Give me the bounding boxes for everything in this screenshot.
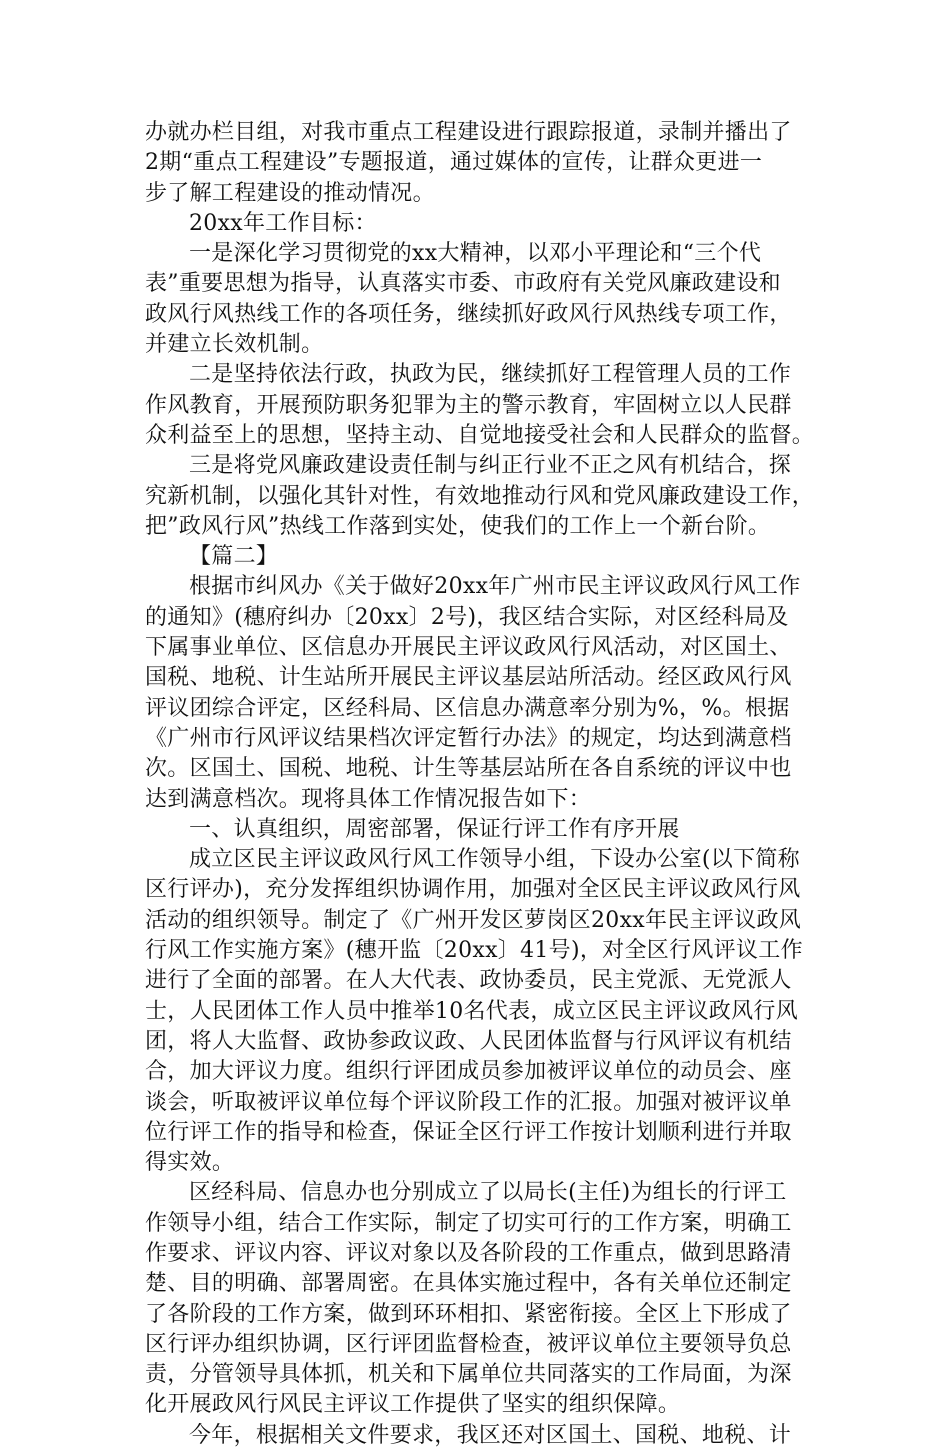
- text-line: 今年，根据相关文件要求，我区还对区国土、国税、地税、计: [189, 1422, 792, 1448]
- text-line: 达到满意档次。现将具体工作情况报告如下：: [145, 786, 592, 812]
- text-line: 得实效。: [145, 1150, 235, 1176]
- text-line: 步了解工程建设的推动情况。: [145, 180, 435, 206]
- text-line: 政风行风热线工作的各项任务，继续抓好政风行风热线专项工作，: [145, 301, 792, 327]
- text-line: 化开展政风行风民主评议工作提供了坚实的组织保障。: [145, 1392, 681, 1418]
- text-line: 并建立长效机制。: [145, 332, 324, 358]
- text-line: 究新机制，以强化其针对性，有效地推动行风和党风廉政建设工作，: [145, 483, 815, 509]
- text-line: 20xx年工作目标：: [189, 210, 377, 236]
- text-line: 作要求、评议内容、评议对象以及各阶段的工作重点，做到思路清: [145, 1240, 792, 1266]
- text-line: 把”政风行风”热线工作落到实处，使我们的工作上一个新台阶。: [145, 513, 771, 539]
- text-line: 活动的组织领导。制定了《广州开发区萝岗区20xx年民主评议政风: [145, 907, 802, 933]
- text-line: 区行评办)，充分发挥组织协调作用，加强对全区民主评议政风行风: [145, 877, 801, 903]
- text-line: 表”重要思想为指导，认真落实市委、市政府有关党风廉政建设和: [145, 271, 781, 297]
- text-line: 一是深化学习贯彻党的xx大精神，以邓小平理论和“三个代: [189, 241, 762, 267]
- text-line: 楚、目的明确、部署周密。在具体实施过程中，各有关单位还制定: [145, 1271, 792, 1297]
- text-line: 了各阶段的工作方案，做到环环相扣、紧密衔接。全区上下形成了: [145, 1301, 792, 1327]
- text-line: 行风工作实施方案》(穗开监〔20xx〕41号)，对全区行风评议工作: [145, 938, 803, 964]
- text-line: 士，人民团体工作人员中推举10名代表，成立区民主评议政风行风: [145, 998, 798, 1024]
- text-line: 责，分管领导具体抓，机关和下属单位共同落实的工作局面，为深: [145, 1362, 792, 1388]
- text-line: 团，将人大监督、政协参政议政、人民团体监督与行风评议有机结: [145, 1028, 792, 1054]
- text-line: 作风教育，开展预防职务犯罪为主的警示教育，牢固树立以人民群: [145, 392, 792, 418]
- text-line: 谈会，听取被评议单位每个评议阶段工作的汇报。加强对被评议单: [145, 1089, 792, 1115]
- text-line: 区行评办组织协调，区行评团监督检查，被评议单位主要领导负总: [145, 1331, 792, 1357]
- text-line: 《广州市行风评议结果档次评定暂行办法》的规定，均达到满意档: [145, 725, 792, 751]
- text-line: 次。区国土、国税、地税、计生等基层站所在各自系统的评议中也: [145, 756, 792, 782]
- text-line: 国税、地税、计生站所开展民主评议基层站所活动。经区政风行风: [145, 665, 792, 691]
- text-line: 众利益至上的思想，坚持主动、自觉地接受社会和人民群众的监督。: [145, 422, 815, 448]
- text-line: 评议团综合评定，区经科局、区信息办满意率分别为%，%。根据: [145, 695, 790, 721]
- text-line: 三是将党风廉政建设责任制与纠正行业不正之风有机结合，探: [189, 453, 792, 479]
- document-body: [145, 118, 815, 1451]
- text-line: 根据市纠风办《关于做好20xx年广州市民主评议政风行风工作: [189, 574, 801, 600]
- text-line: 2期“重点工程建设”专题报道，通过媒体的宣传，让群众更进一: [145, 150, 763, 176]
- text-line: 作领导小组，结合工作实际，制定了切实可行的工作方案，明确工: [145, 1210, 792, 1236]
- text-line: 下属事业单位、区信息办开展民主评议政风行风活动，对区国土、: [145, 635, 792, 661]
- text-line: 成立区民主评议政风行风工作领导小组，下设办公室(以下简称: [189, 847, 800, 873]
- text-line: 一、认真组织，周密部署，保证行评工作有序开展: [189, 816, 680, 842]
- text-line: 二是坚持依法行政，执政为民，继续抓好工程管理人员的工作: [189, 362, 792, 388]
- text-line: 办就办栏目组，对我市重点工程建设进行跟踪报道，录制并播出了: [145, 120, 792, 145]
- text-line: 区经科局、信息办也分别成立了以局长(主任)为组长的行评工: [189, 1180, 787, 1206]
- text-line: 进行了全面的部署。在人大代表、政协委员，民主党派、无党派人: [145, 968, 792, 994]
- text-line: 的通知》(穗府纠办〔20xx〕2号)，我区结合实际，对区经科局及: [145, 604, 789, 630]
- text-line: 合，加大评议力度。组织行评团成员参加被评议单位的动员会、座: [145, 1059, 792, 1085]
- text-line: 【篇二】: [189, 544, 279, 570]
- text-line: 位行评工作的指导和检查，保证全区行评工作按计划顺利进行并取: [145, 1119, 792, 1145]
